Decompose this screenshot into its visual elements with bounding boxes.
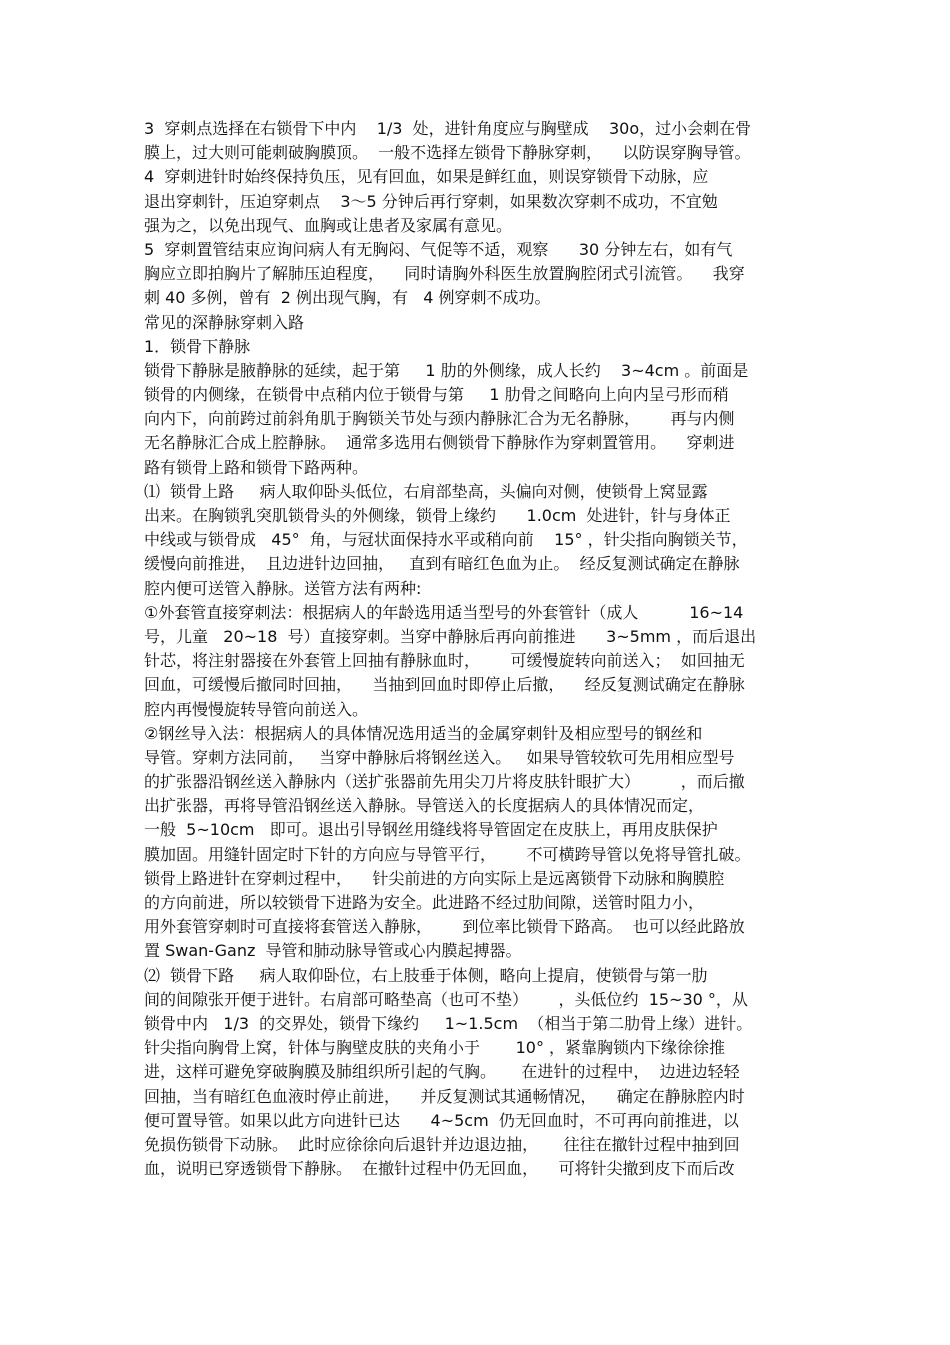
text-line: 4 穿刺进针时始终保持负压，见有回血，如果是鲜红血，则误穿锁骨下动脉，应 (144, 167, 709, 187)
text-line: 强为之，以免出现气、血胸或让患者及家属有意见。 (144, 215, 513, 235)
text-line: 免损伤锁骨下动脉。 此时应徐徐向后退针并边退边抽， 往往在撤针过程中抽到回 (144, 1134, 740, 1154)
text-line: 腔内便可送管入静脉。送管方法有两种: (144, 578, 422, 598)
text-line: 5 穿刺置管结束应询问病人有无胸闷、气促等不适，观察 30 分钟左右，如有气 (144, 239, 733, 259)
text-line: 腔内再慢慢旋转导管向前送入。 (144, 699, 369, 719)
text-line: 血，说明已穿透锁骨下静脉。 在撤针过程中仍无回血， 可将针尖撤到皮下而后改 (144, 1159, 735, 1179)
text-line: 退出穿刺针，压迫穿刺点 3～5 分钟后再行穿刺，如果数次穿刺不成功，不宜勉 (144, 191, 718, 211)
text-line: 向内下，向前跨过前斜角肌于胸锁关节处与颈内静脉汇合为无名静脉， 再与内侧 (144, 409, 735, 429)
text-line: 缓慢向前推进， 且边进针边回抽， 直到有暗红色血为止。 经反复测试确定在静脉 (144, 554, 740, 574)
text-line: ⑴ 锁骨上路 病人取仰卧头低位，右肩部垫高，头偏向对侧，使锁骨上窝显露 (144, 481, 708, 501)
text-line: 常见的深静脉穿刺入路 (144, 312, 305, 332)
text-line: 针芯，将注射器接在外套管上回抽有静脉血时， 可缓慢旋转向前送入； 如回抽无 (144, 651, 745, 671)
text-line: 针尖指向胸骨上窝，针体与胸壁皮肤的夹角小于 10° ，紧靠胸锁内下缘徐徐推 (144, 1038, 726, 1058)
text-line: 的扩张器沿钢丝送入静脉内（送扩张器前先用尖刀片将皮肤针眼扩大） ，而后撤 (144, 772, 745, 792)
text-line: 号，儿童 20~18 号）直接穿刺。当穿中静脉后再向前推进 3~5mm ，而后退出 (144, 626, 757, 646)
body-text (144, 117, 814, 1181)
text-line: 进，这样可避免穿破胸膜及肺组织所引起的气胸。 在进针的过程中， 边进边轻轻 (144, 1062, 740, 1082)
text-line: ②钢丝导入法：根据病人的具体情况选用适当的金属穿刺针及相应型号的钢丝和 (144, 723, 703, 743)
text-line: 中线或与锁骨成 45° 角，与冠状面保持水平或稍向前 15° ，针尖指向胸锁关节， (144, 530, 748, 550)
text-line: 回抽，当有暗红色血液时停止前进， 并反复测试其通畅情况， 确定在静脉腔内时 (144, 1086, 745, 1106)
text-line: 出来。在胸锁乳突肌锁骨头的外侧缘，锁骨上缘约 1.0cm 处进针，针与身体正 (144, 506, 731, 525)
text-line: 锁骨中内 1/3 的交界处，锁骨下缘约 1~1.5cm （相当于第二肋骨上缘）进针。 (144, 1013, 753, 1033)
text-line: 的方向前进，所以较锁骨下进路为安全。此进路不经过肋间隙，送管时阻力小， (144, 893, 705, 912)
text-line: 膜加固。用缝针固定时下针的方向应与导管平行， 不可横跨导管以免将导管扎破。 (144, 844, 751, 864)
text-line: 用外套管穿刺时可直接将套管送入静脉， 到位率比锁骨下路高。 也可以经此路放 (144, 917, 745, 937)
text-line: 膜上，过大则可能刺破胸膜顶。 一般不选择左锁骨下静脉穿刺， 以防误穿胸导管。 (144, 143, 751, 163)
text-line: 出扩张器，再将导管沿钢丝送入静脉。导管送入的长度据病人的具体情况而定， (144, 796, 705, 816)
text-line: 锁骨上路进针在穿刺过程中， 针尖前进的方向实际上是远离锁骨下动脉和胸膜腔 (144, 868, 725, 888)
text-line: 路有锁骨上路和锁骨下路两种。 (144, 457, 369, 477)
text-line: 锁骨的内侧缘，在锁骨中点稍内位于锁骨与第 1 肋骨之间略向上向内呈弓形而稍 (144, 385, 729, 405)
text-line: 便可置导管。如果以此方向进针已达 4~5cm 仍无回血时，不可再向前推进，以 (144, 1110, 739, 1130)
text-line: 导管。穿刺方法同前， 当穿中静脉后将钢丝送入。 如果导管较软可先用相应型号 (144, 747, 735, 767)
text-line: 一般 5~10cm 即可。退出引导钢丝用缝线将导管固定在皮肤上，再用皮肤保护 (144, 820, 718, 840)
text-line: 回血，可缓慢后撤同时回抽， 当抽到回血时即停止后撤， 经反复测试确定在静脉 (144, 675, 745, 695)
text-line: 3 穿刺点选择在右锁骨下中内 1/3 处，进针角度应与胸壁成 30o，过小会刺在骨 (144, 119, 752, 138)
text-line: ⑵ 锁骨下路 病人取仰卧位，右上肢垂于体侧，略向上提肩，使锁骨与第一肋 (144, 965, 708, 985)
text-line: 1．锁骨下静脉 (144, 336, 251, 356)
text-line: 间的间隙张开便于进针。右肩部可略垫高（也可不垫） ，头低位约 15~30 °，从 (144, 989, 748, 1009)
text-line: 置 Swan-Ganz 导管和肺动脉导管或心内膜起搏器。 (144, 941, 522, 961)
text-line: 刺 40 多例，曾有 2 例出现气胸，有 4 例穿刺不成功。 (144, 288, 551, 308)
text-line: 胸应立即拍胸片了解肺压迫程度， 同时请胸外科医生放置胸腔闭式引流管。 我穿 (144, 264, 745, 284)
text-line: ①外套管直接穿刺法：根据病人的年龄选用适当型号的外套管针（成人 16~14 (144, 602, 744, 622)
text-line: 锁骨下静脉是腋静脉的延续，起于第 1 肋的外侧缘，成人长约 3~4cm 。前面是 (144, 360, 749, 380)
text-line: 无名静脉汇合成上腔静脉。 通常多选用右侧锁骨下静脉作为穿刺置管用。 穿刺进 (144, 433, 735, 453)
